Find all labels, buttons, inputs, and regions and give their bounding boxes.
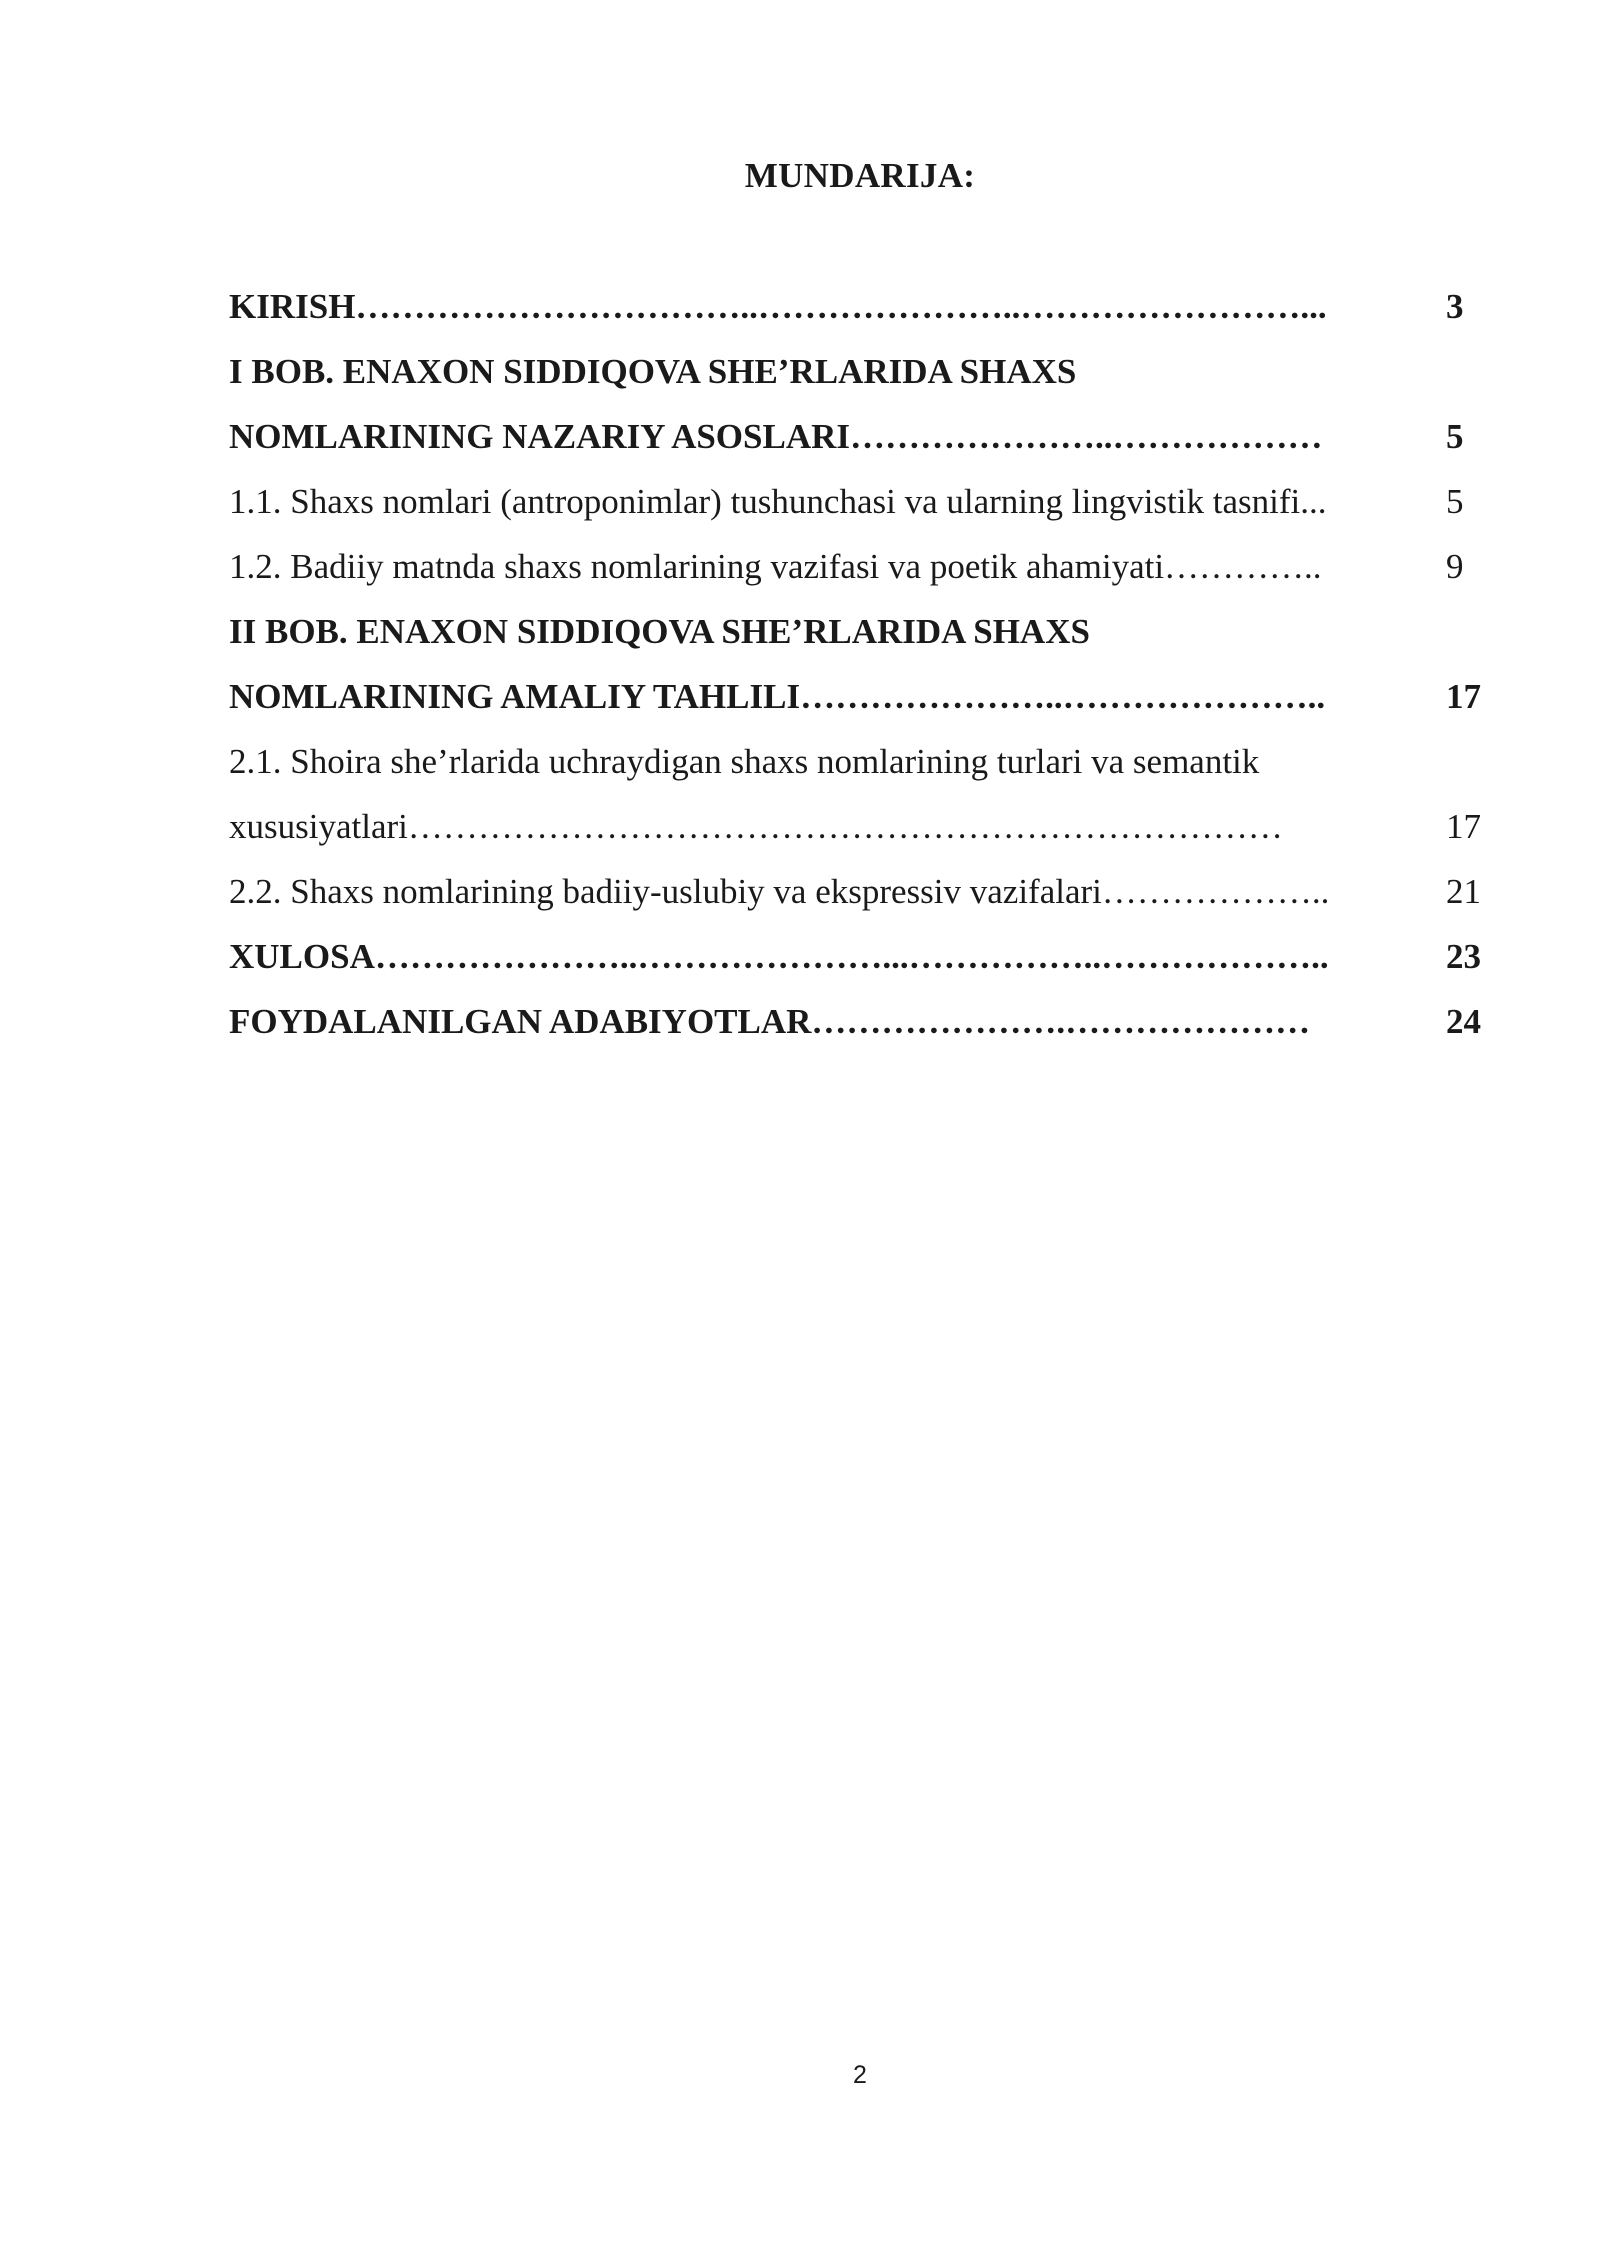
- toc-entry-text: NOMLARINING AMALIY TAHLILI…………………..…………………..: [229, 677, 1326, 716]
- toc-entry-text: 1.1. Shaxs nomlari (antroponimlar) tushunchasi va ularning lingvistik tasnifi...: [229, 482, 1327, 521]
- toc-entry-text: XULOSA…………………..…………………...……………..………………..: [229, 937, 1329, 976]
- toc-entry-section-1-1: [229, 476, 1496, 541]
- toc-entry-page: 17: [1446, 677, 1481, 716]
- toc-entry-page: 9: [1446, 547, 1464, 586]
- toc-entry-page: 24: [1446, 1002, 1481, 1041]
- toc-entry-xulosa: [229, 931, 1496, 996]
- table-of-contents: [229, 281, 1496, 1061]
- toc-entry-chapter-1-heading: [229, 346, 1496, 411]
- toc-entry-page: 3: [1446, 287, 1464, 326]
- toc-entry-chapter-2-heading: [229, 606, 1496, 671]
- toc-entry-text: 2.2. Shaxs nomlarining badiiy-uslubiy va ekspressiv vazifalari………………..: [229, 872, 1330, 911]
- toc-entry-section-2-1-line-1: [229, 736, 1496, 801]
- toc-entry-chapter-1-title: [229, 411, 1496, 476]
- toc-entry-text: 1.2. Badiiy matnda shaxs nomlarining vazifasi va poetik ahamiyati…………..: [229, 547, 1322, 586]
- toc-entry-text: FOYDALANILGAN ADABIYOTLAR………………….…………………: [229, 1002, 1311, 1041]
- toc-entry-section-2-1-line-2: [229, 801, 1496, 866]
- toc-entry-chapter-2-title: [229, 671, 1496, 736]
- toc-entry-adabiyotlar: [229, 996, 1496, 1061]
- toc-entry-text: II BOB. ENAXON SIDDIQOVA SHE’RLARIDA SHAXS: [229, 612, 1090, 651]
- toc-entry-text: 2.1. Shoira she’rlarida uchraydigan shaxs nomlarining turlari va semantik: [229, 742, 1260, 781]
- toc-entry-section-1-2: [229, 541, 1496, 606]
- toc-entry-kirish: [229, 281, 1496, 346]
- toc-entry-page: 21: [1446, 872, 1481, 911]
- toc-entry-text: I BOB. ENAXON SIDDIQOVA SHE’RLARIDA SHAXS: [229, 352, 1077, 391]
- page-number: 2: [853, 2061, 867, 2089]
- toc-entry-text: xususiyatlari…………………………………………………………………: [229, 807, 1283, 846]
- toc-entry-page: 5: [1446, 417, 1464, 456]
- toc-entry-page: 5: [1446, 482, 1464, 521]
- toc-entry-text: NOMLARINING NAZARIY ASOSLARI…………………..………………: [229, 417, 1323, 456]
- toc-entry-text: KIRISH……………………………..…………………..……………………...: [229, 287, 1327, 326]
- page-title: MUNDARIJA:: [744, 156, 976, 195]
- toc-entry-section-2-2: [229, 866, 1496, 931]
- toc-entry-page: 17: [1446, 807, 1481, 846]
- toc-entry-page: 23: [1446, 937, 1481, 976]
